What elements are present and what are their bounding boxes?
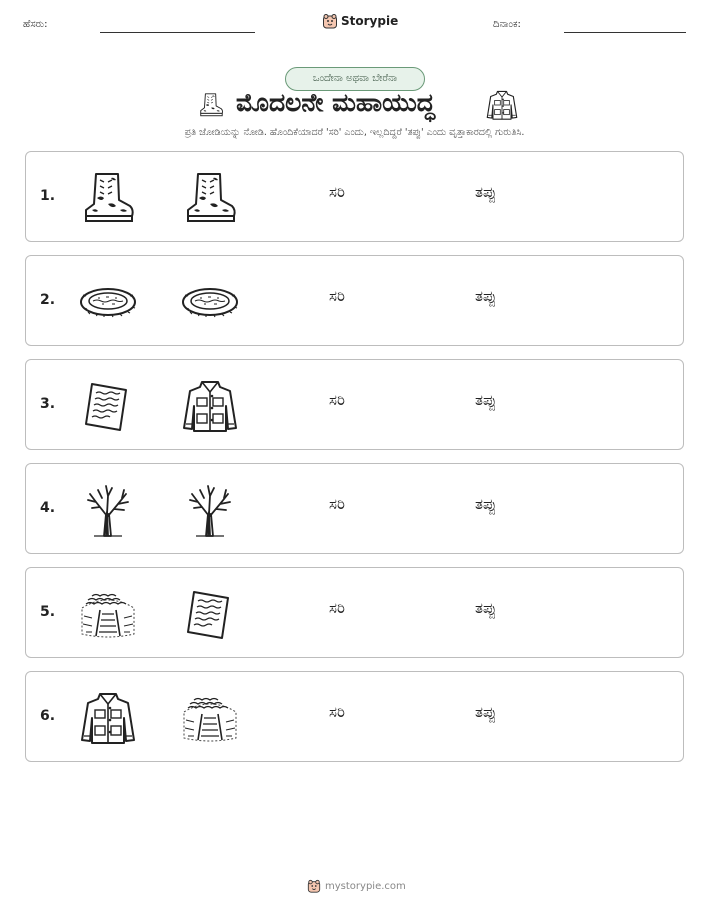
answer-same-option[interactable]: ಸರಿ xyxy=(329,287,345,305)
date-label: ದಿನಾಂಕ: xyxy=(493,19,521,30)
question-number: 4. xyxy=(40,500,56,516)
storypie-logo-icon xyxy=(322,13,338,29)
question-row xyxy=(25,463,684,554)
answer-different-option[interactable]: ತಪ್ಪು xyxy=(475,703,497,721)
question-row xyxy=(25,255,684,346)
question-number: 1. xyxy=(40,188,56,204)
question-row xyxy=(25,151,684,242)
trench-icon xyxy=(78,586,138,642)
name-label: ಹೆಸರು: xyxy=(23,19,48,30)
answer-different-option[interactable]: ತಪ್ಪು xyxy=(475,287,497,305)
answer-same-option[interactable]: ಸರಿ xyxy=(329,183,345,201)
trench-icon xyxy=(180,690,240,746)
letter-icon xyxy=(78,378,138,434)
answer-different-option[interactable]: ತಪ್ಪು xyxy=(475,391,497,409)
question-number: 5. xyxy=(40,604,56,620)
answer-same-option[interactable]: ಸರಿ xyxy=(329,495,345,513)
question-row xyxy=(25,671,684,762)
boot-icon xyxy=(197,90,225,120)
question-row xyxy=(25,359,684,450)
letter-icon xyxy=(180,586,240,642)
worksheet-type-badge: ಒಂದೇನಾ ಅಥವಾ ಬೇರೆನಾ xyxy=(285,67,425,91)
name-line[interactable] xyxy=(100,32,255,33)
jacket-icon xyxy=(485,89,519,121)
boot-icon xyxy=(78,170,138,226)
brand-name: Storypie xyxy=(341,14,399,28)
instructions: ಪ್ರತಿ ಜೋಡಿಯನ್ನು ನೋಡಿ. ಹೊಂದಿಕೆಯಾದರೆ 'ಸರಿ' ಎಂದು, ಇಲ್ಲದಿದ್ದರೆ 'ತಪ್ಪು' ಎಂದು ವೃತ್ತಾಕಾರದಲ್ಲಿ ಗುರುತಿಸಿ. xyxy=(184,127,525,138)
question-number: 3. xyxy=(40,396,56,412)
jacket-icon xyxy=(180,378,240,434)
brand-logo xyxy=(322,13,398,29)
tree-icon xyxy=(180,482,240,538)
boot-icon xyxy=(180,170,240,226)
question-row xyxy=(25,567,684,658)
storypie-logo-icon xyxy=(307,879,321,893)
question-number: 2. xyxy=(40,292,56,308)
tree-icon xyxy=(78,482,138,538)
answer-same-option[interactable]: ಸರಿ xyxy=(329,599,345,617)
answer-different-option[interactable]: ತಪ್ಪು xyxy=(475,183,497,201)
answer-different-option[interactable]: ತಪ್ಪು xyxy=(475,599,497,617)
jacket-icon xyxy=(78,690,138,746)
question-number: 6. xyxy=(40,708,56,724)
date-line[interactable] xyxy=(564,32,686,33)
answer-different-option[interactable]: ತಪ್ಪು xyxy=(475,495,497,513)
footer xyxy=(307,879,406,893)
worksheet-title: ಮೊದಲನೇ ಮಹಾಯುದ್ಧ xyxy=(236,88,435,117)
answer-same-option[interactable]: ಸರಿ xyxy=(329,703,345,721)
answer-same-option[interactable]: ಸರಿ xyxy=(329,391,345,409)
crater-icon xyxy=(180,274,240,330)
footer-site: mystorypie.com xyxy=(325,880,406,892)
crater-icon xyxy=(78,274,138,330)
